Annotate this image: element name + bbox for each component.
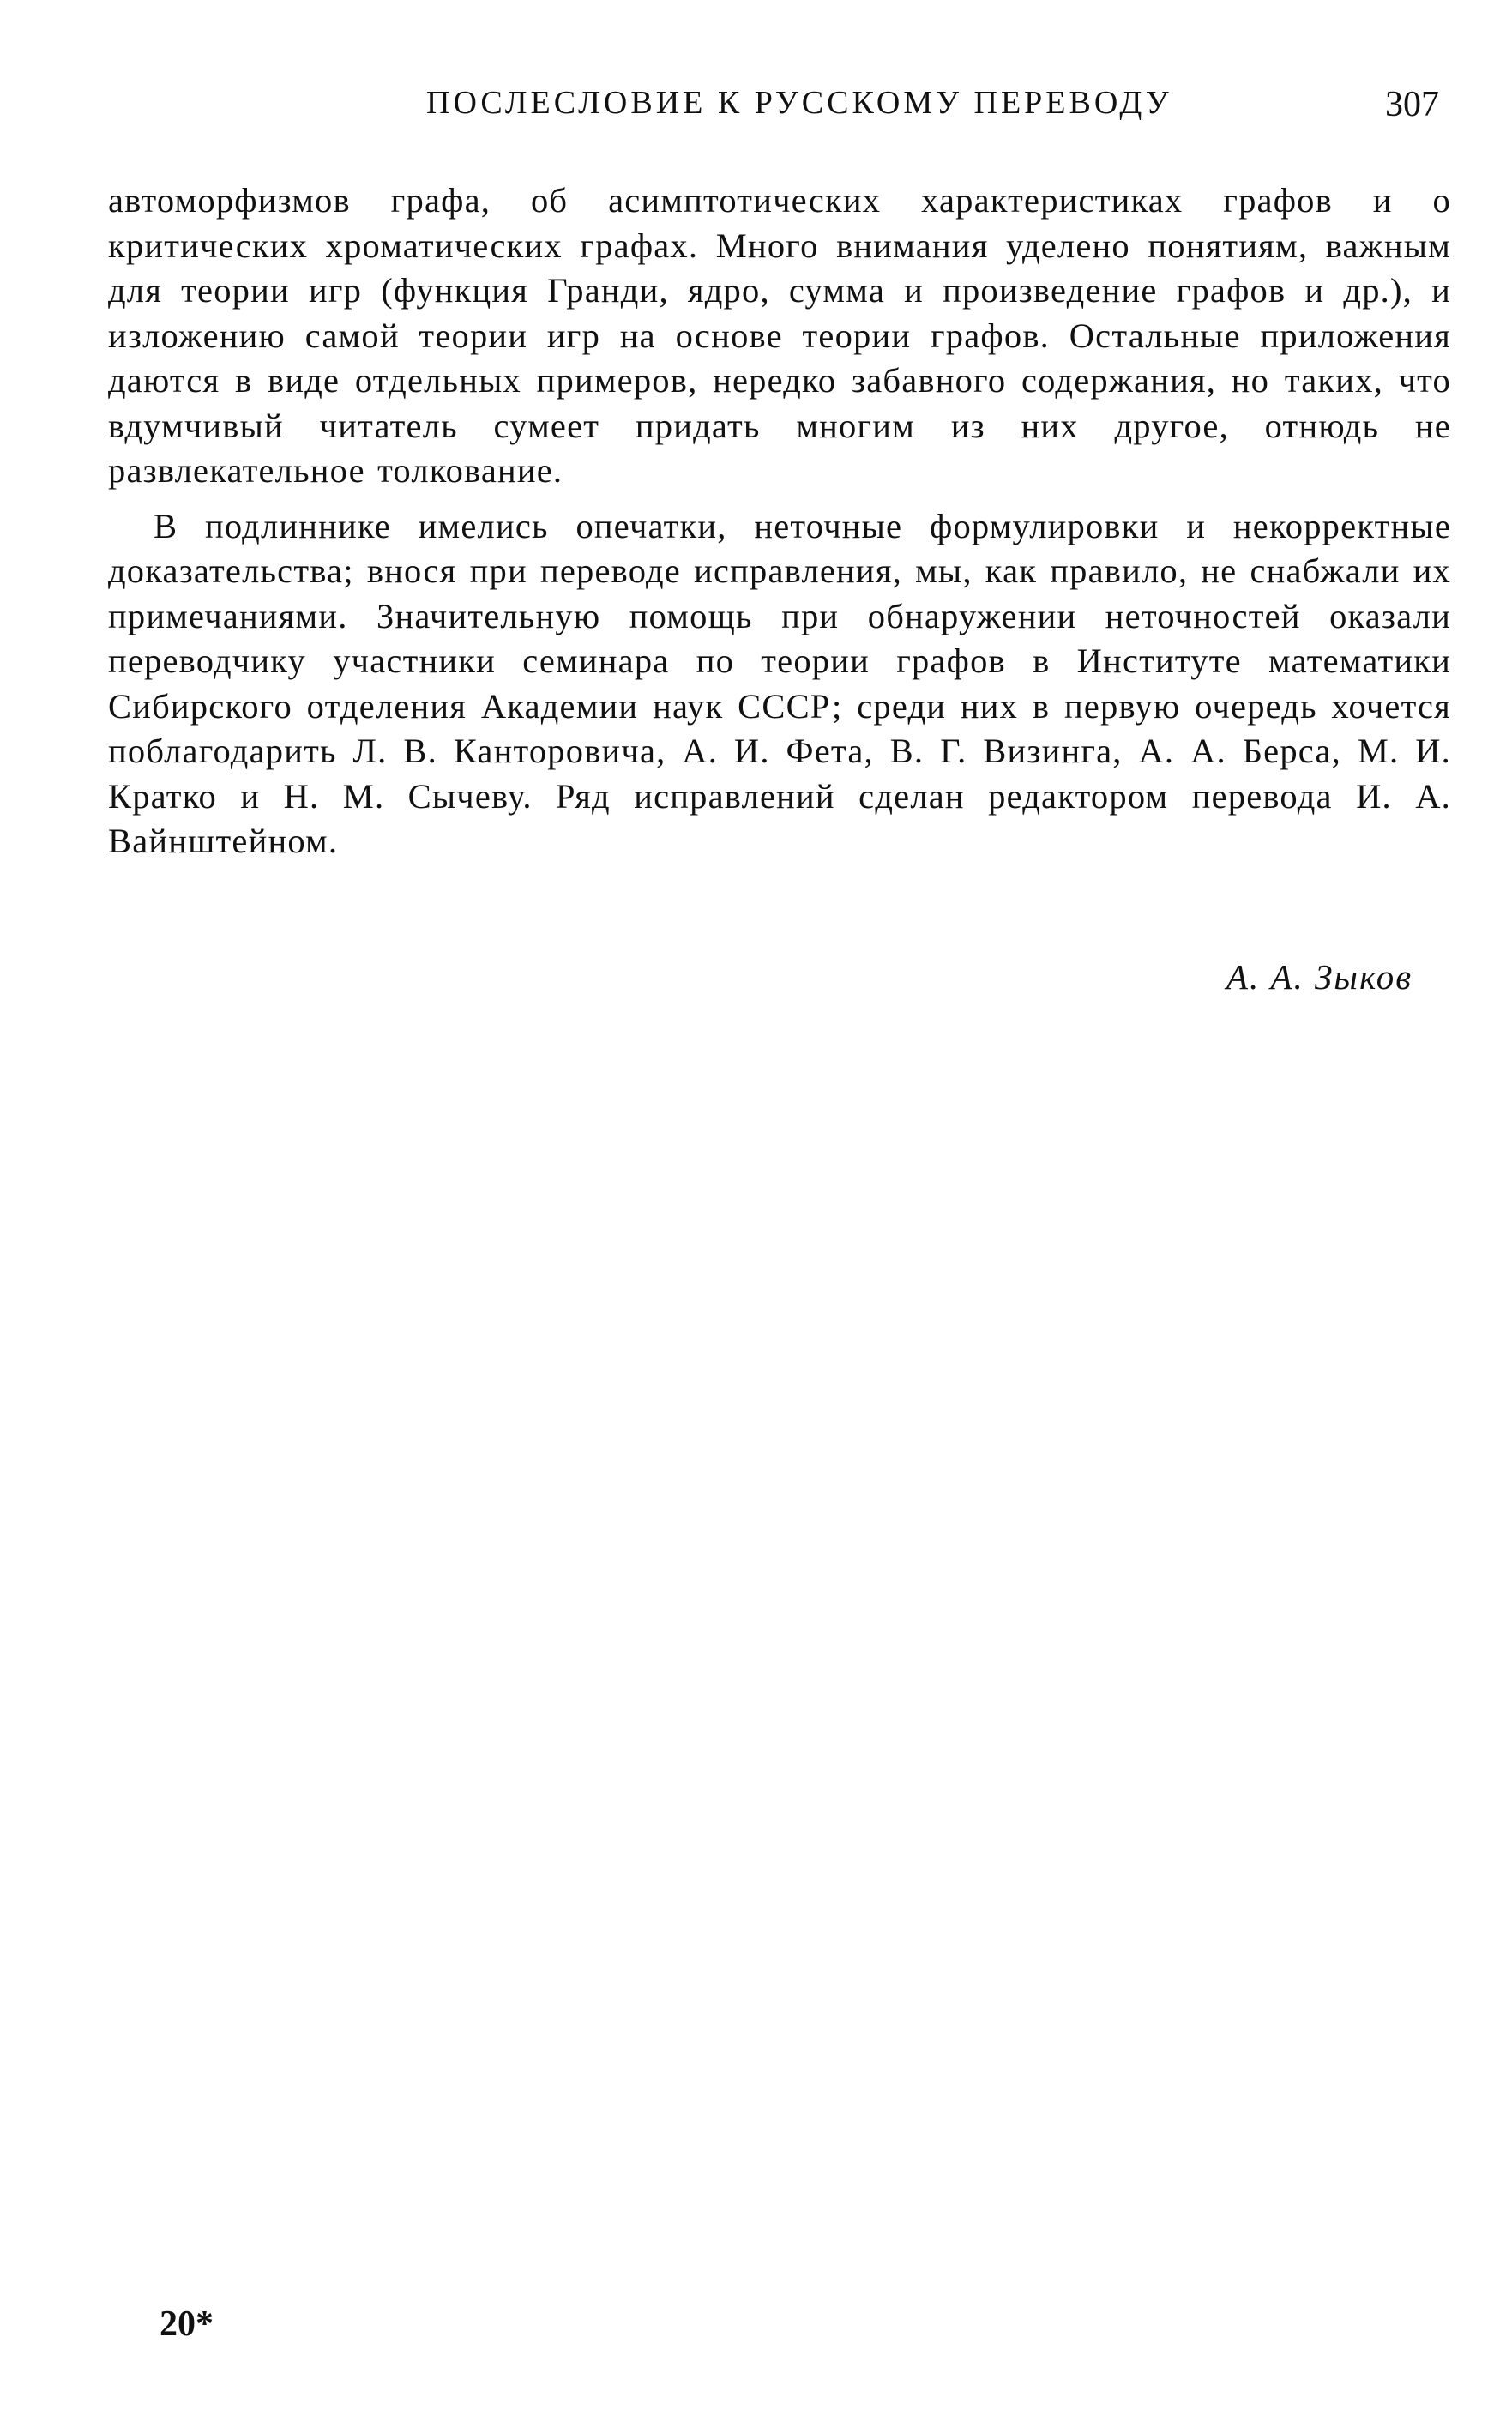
paragraph-2: В подлиннике имелись опечатки, неточные формулировки и некорректные доказательства; внося при переводе исправления, мы, как правило, не снабжали их примечаниями. Значительную помощь при обнаружении неточностей оказали переводчику участники семинара по теории графов в Институте математики Сибирского отделения Академии наук СССР; среди них в первую очередь хочется поблагодарить Л. В. Канторовича, А. И. Фета, В. Г. Визинга, А. А. Берса, М. И. Кратко и Н. М. Сычеву. Ряд исправлений сделан редактором перевода И. А. Вайнштейном. (108, 506, 1451, 860)
page-number: 307 (1385, 85, 1439, 124)
paragraph-1: автоморфизмов графа, об асимптотических характеристиках графов и о критических хроматических графах. Много внимания уделено понятиям, важным для теории игр (функция Гранди, ядро, сумма и произведение графов и др.), и изложению самой теории игр на основе теории графов. Остальные приложения даются в виде отдельных примеров, нередко забавного содержания, но таких, что вдумчивый читатель сумеет придать многим из них другое, отнюдь не развлекательное толкование. (108, 181, 1451, 490)
author-signature: А. А. Зыков (1226, 957, 1413, 997)
printer-signature-mark: 20* (160, 2304, 214, 2344)
running-title: ПОСЛЕСЛОВИЕ К РУССКОМУ ПЕРЕВОДУ (426, 85, 1172, 121)
body-text (108, 178, 1451, 864)
